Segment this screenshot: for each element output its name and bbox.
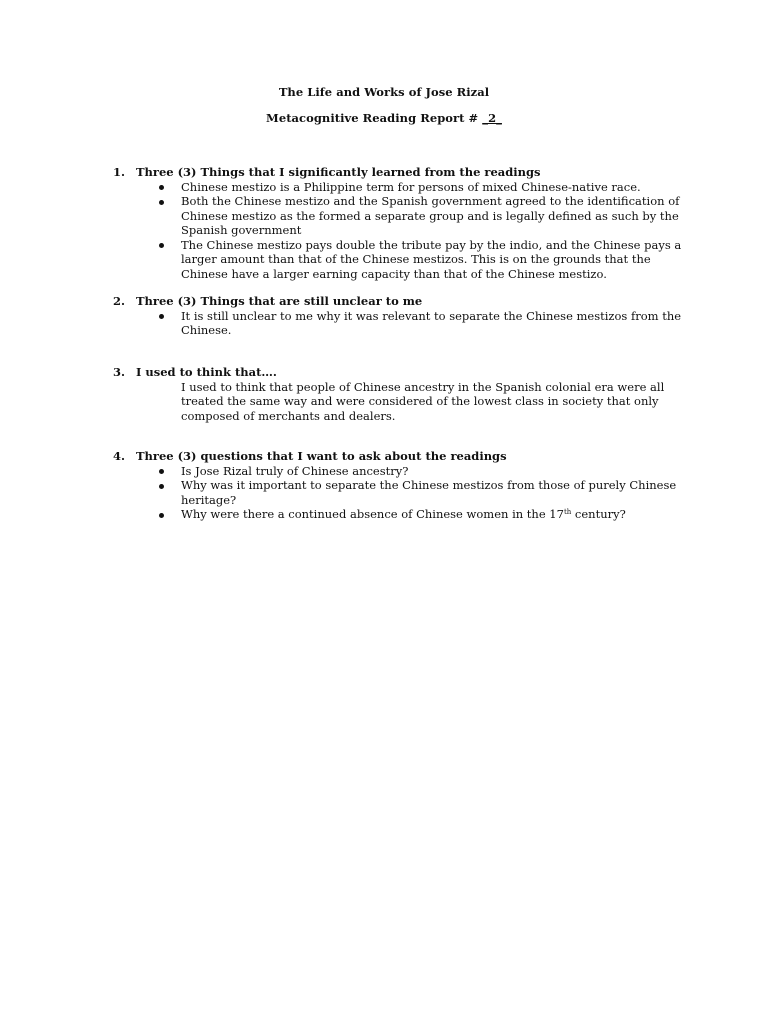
list-item — [113, 309, 683, 338]
list-item — [113, 507, 683, 522]
list-item-text: Why were there a continued absence of Chinese women in the 17 — [181, 507, 564, 521]
superscript-text: th — [563, 508, 572, 516]
section-heading-text: Three (3) Things that I significantly learned from the readings — [136, 165, 541, 179]
report-number: _2_ — [482, 111, 502, 125]
section-heading-text: Three (3) Things that are still unclear to me — [136, 294, 423, 308]
bullet-list — [113, 309, 683, 338]
list-item-text: Chinese mestizo is a Philippine term for persons of mixed Chinese-native race. — [181, 179, 641, 194]
list-item-text: Both the Chinese mestizo and the Spanish government agreed to the identification of Chinese mestizo as the formed a separate group and is legally defined as such by the Spanish government — [181, 194, 680, 237]
section-heading — [113, 165, 683, 180]
list-item-text: The Chinese mestizo pays double the tribute pay by the indio, and the Chinese pays a larger amount than that of the Chinese mestizos. This is on the grounds that the Chinese have a larger earning capacity than that of the Chinese mestizo. — [181, 237, 682, 281]
section-number: 1. — [113, 165, 126, 179]
list-item — [113, 478, 683, 507]
bullet-icon — [159, 200, 164, 205]
bullet-list — [113, 180, 683, 282]
section-learned — [113, 165, 683, 281]
bullet-list — [113, 464, 683, 522]
list-item-text: Why was it important to separate the Chinese mestizos from those of purely Chinese heritage? — [181, 478, 677, 507]
section-heading — [113, 294, 683, 309]
bullet-icon — [159, 243, 164, 248]
list-item — [113, 464, 683, 479]
bullet-icon — [159, 484, 164, 489]
section-heading — [113, 449, 683, 464]
section-paragraph: I used to think that people of Chinese ancestry in the Spanish colonial era were all treated the same way and were considered of the lowest class in society that only composed of merchants and dealers. — [181, 379, 665, 423]
section-unclear — [113, 294, 683, 338]
section-heading-text: I used to think that…. — [136, 365, 277, 379]
bullet-icon — [159, 185, 164, 190]
list-item — [113, 238, 683, 282]
list-item — [113, 194, 683, 238]
section-heading-text: Three (3) questions that I want to ask about the readings — [136, 449, 507, 463]
section-number: 4. — [113, 449, 126, 463]
document-title: The Life and Works of Jose Rizal — [278, 85, 490, 99]
list-item — [113, 180, 683, 195]
list-item-text: It is still unclear to me why it was relevant to separate the Chinese mestizos from the Chinese. — [181, 308, 682, 337]
section-questions — [113, 449, 683, 522]
report-label: Metacognitive Reading Report # — [266, 111, 483, 125]
section-used-to-think — [113, 365, 683, 423]
bullet-icon — [159, 314, 164, 319]
bullet-icon — [159, 513, 164, 518]
list-item-text: Is Jose Rizal truly of Chinese ancestry? — [181, 463, 409, 478]
bullet-icon — [159, 469, 164, 474]
report-subtitle — [0, 111, 768, 125]
section-number: 2. — [113, 294, 126, 308]
list-item-text-end: century? — [571, 507, 626, 521]
section-number: 3. — [113, 365, 126, 379]
section-heading — [113, 365, 683, 380]
